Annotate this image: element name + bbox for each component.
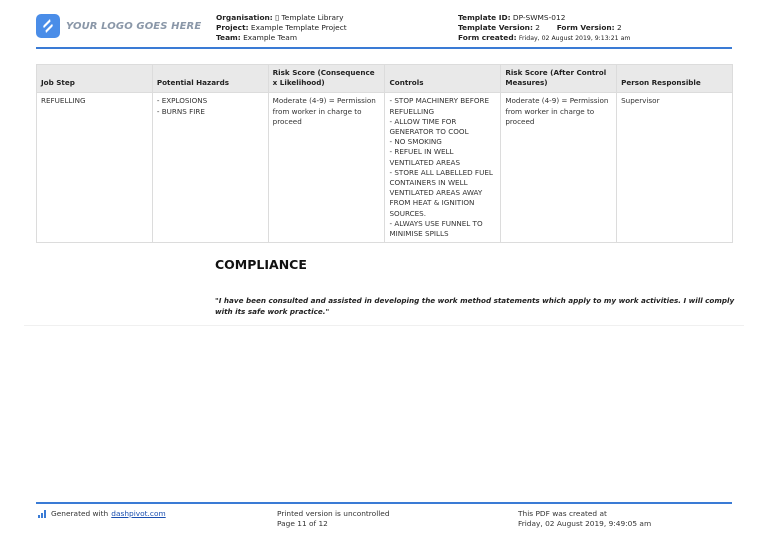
section-divider [24, 325, 744, 326]
compliance-title: COMPLIANCE [215, 257, 307, 272]
header-potential-hazards: Potential Hazards [152, 65, 268, 93]
form-created-value: Friday, 02 August 2019, 9:13:21 am [518, 35, 631, 42]
hazard-item: - EXPLOSIONS [156, 96, 208, 106]
logo [36, 14, 201, 38]
header-person-responsible: Person Responsible [617, 65, 733, 93]
control-item: - NO SMOKING [389, 137, 442, 147]
form-version-label: Form Version: [556, 23, 615, 32]
dashpivot-link[interactable]: dashpivot.com [111, 509, 166, 518]
cell-hazards [152, 93, 268, 243]
control-item: - STORE ALL LABELLED FUEL CONTAINERS IN WELL VENTILATED AREAS AWAY FROM HEAT & IGNITION SOURCES. [389, 167, 493, 218]
template-version-label: Template Version: [458, 23, 533, 32]
project-row [216, 23, 347, 33]
page-number: Page 11 of 12 [277, 519, 328, 528]
meta-left [216, 13, 347, 43]
organisation-label: Organisation: [216, 13, 273, 22]
hazard-item: - BURNS FIRE [156, 106, 205, 116]
form-created-row [458, 33, 630, 44]
swms-table [36, 64, 733, 243]
page-header [36, 10, 732, 48]
table-header-row [37, 65, 733, 93]
form-version-value: 2 [617, 23, 622, 32]
generated-with-text: Generated with [51, 509, 109, 518]
template-id-row [458, 13, 630, 23]
uncontrolled-notice: Printed version is uncontrolled [277, 509, 390, 518]
team-value: Example Team [243, 33, 298, 42]
table-row [37, 93, 733, 243]
team-label: Team: [216, 33, 241, 42]
bar-chart-icon [38, 510, 47, 518]
header-job-step: Job Step [37, 65, 153, 93]
control-item: - STOP MACHINERY BEFORE REFUELLING [389, 96, 490, 116]
cell-job-step: REFUELLING [37, 93, 153, 243]
logo-icon [36, 14, 60, 38]
footer-pdf-created [518, 509, 651, 529]
template-id-label: Template ID: [458, 13, 511, 22]
header-risk-score-before: Risk Score (Consequence x Likelihood) [268, 65, 385, 93]
project-label: Project: [216, 23, 249, 32]
organisation-value: ▯ Template Library [275, 13, 344, 22]
pdf-created-value: Friday, 02 August 2019, 9:49:05 am [518, 519, 652, 528]
cell-risk-after: Moderate (4-9) = Permission from worker in charge to proceed [501, 93, 617, 243]
team-row [216, 33, 347, 43]
footer-page-info [277, 509, 390, 529]
footer-generated [38, 509, 166, 519]
compliance-statement: "I have been consulted and assisted in developing the work method statements which apply to my work activities. I will comply with its safe work practice." [215, 296, 735, 316]
control-item: - ALWAYS USE FUNNEL TO MINIMISE SPILLS [389, 218, 483, 239]
control-item: - ALLOW TIME FOR GENERATOR TO COOL [389, 116, 469, 137]
version-row [458, 23, 630, 33]
form-created-label: Form created: [458, 33, 517, 42]
control-item: - REFUEL IN WELL VENTILATED AREAS [389, 147, 461, 167]
header-controls: Controls [385, 65, 501, 93]
project-value: Example Template Project [250, 23, 347, 32]
template-id-value: DP-SWMS-012 [512, 13, 566, 22]
pdf-created-label: This PDF was created at [518, 509, 607, 518]
template-version-value: 2 [535, 23, 540, 32]
meta-right [458, 13, 630, 44]
header-divider [36, 47, 732, 49]
header-risk-score-after: Risk Score (After Control Measures) [501, 65, 617, 93]
cell-controls [385, 93, 501, 243]
cell-person-responsible: Supervisor [617, 93, 733, 243]
organisation-row [216, 13, 347, 23]
footer-divider [36, 502, 732, 504]
logo-text: YOUR LOGO GOES HERE [66, 20, 202, 32]
cell-risk-before: Moderate (4-9) = Permission from worker in charge to proceed [268, 93, 385, 243]
